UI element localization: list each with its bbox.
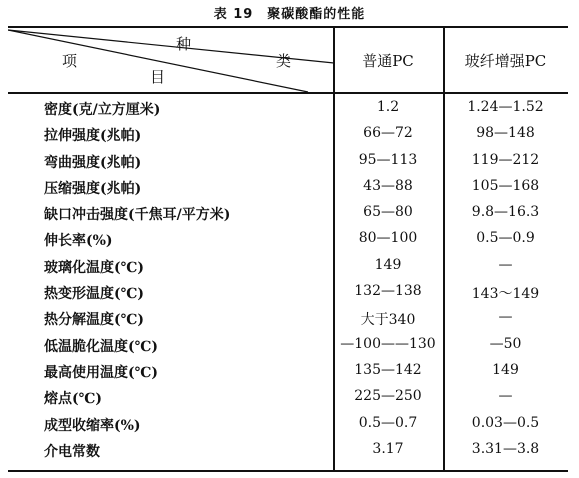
value-gf-pc: 149: [492, 361, 519, 378]
header-kind: 种: [176, 35, 192, 53]
property-table-body: [8, 96, 568, 464]
value-pc: 1.2: [376, 99, 400, 115]
value-gf-pc: 3.31—3.8: [471, 440, 540, 457]
property-name: 伸长率(%): [44, 233, 113, 250]
table-row: [8, 201, 568, 227]
property-name: 热分解温度(℃): [44, 312, 145, 329]
column-header-gf-pc: 玻纤增强PC: [464, 52, 547, 70]
header-mu: 目: [150, 68, 166, 86]
value-gf-pc: 119—212: [471, 151, 540, 168]
table-row: [8, 227, 568, 253]
table-row: [8, 175, 568, 201]
table-row: [8, 306, 568, 332]
value-gf-pc: 0.03—0.5: [471, 414, 540, 431]
value-gf-pc: —: [498, 256, 513, 273]
value-pc: 135—142: [354, 361, 422, 378]
value-pc: 80—100: [358, 230, 418, 247]
value-pc: 大于340: [360, 312, 416, 329]
property-name: 熔点(℃): [44, 391, 103, 408]
property-name: 缺口冲击强度(千焦耳/平方米): [44, 207, 231, 224]
table-row: [8, 122, 568, 148]
property-name: 压缩强度(兆帕): [44, 180, 142, 197]
value-gf-pc: 143～149: [471, 286, 540, 303]
property-name: 最高使用温度(℃): [44, 364, 159, 381]
property-name: 密度(克/立方厘米): [44, 102, 161, 118]
table-row: [8, 333, 568, 359]
property-name: 拉伸强度(兆帕): [44, 128, 142, 145]
value-pc: 0.5—0.7: [358, 414, 418, 431]
table-row: [8, 149, 568, 175]
value-pc: 132—138: [354, 283, 422, 300]
property-name: 介电常数: [44, 443, 100, 460]
value-pc: 149: [374, 256, 402, 273]
property-name: 玻璃化温度(℃): [44, 259, 145, 276]
header-category: 类: [276, 52, 292, 70]
value-pc: —100——130: [340, 335, 436, 352]
table-row: [8, 280, 568, 306]
table-title: 表 19 聚碳酸酯的性能: [213, 7, 366, 22]
value-gf-pc: 0.5—0.9: [476, 230, 535, 247]
value-gf-pc: —: [498, 309, 513, 326]
table-row: [8, 254, 568, 280]
table-row: [8, 359, 568, 385]
value-gf-pc: —50: [489, 335, 522, 352]
table-row: [8, 412, 568, 438]
value-gf-pc: 1.24—1.52: [467, 99, 544, 115]
value-pc: 66—72: [363, 125, 413, 142]
property-name: 低温脆化温度(℃): [44, 338, 159, 355]
column-header-pc: 普通PC: [362, 52, 414, 70]
value-gf-pc: 105—168: [471, 177, 540, 194]
header-item: 项: [62, 52, 78, 70]
property-name: 成型收缩率(%): [44, 417, 141, 434]
value-pc: 3.17: [372, 440, 404, 457]
value-pc: 225—250: [354, 388, 422, 405]
table-row: [8, 96, 568, 122]
value-pc: 95—113: [358, 151, 418, 168]
table-row: [8, 438, 568, 464]
table-row: [8, 385, 568, 411]
value-pc: 65—80: [363, 204, 413, 221]
value-gf-pc: —: [498, 388, 513, 405]
bottom-rule: [8, 470, 568, 472]
property-name: 弯曲强度(兆帕): [44, 154, 142, 171]
value-gf-pc: 98—148: [476, 125, 535, 142]
property-name: 热变形温度(℃): [44, 286, 145, 303]
value-pc: 43—88: [363, 177, 413, 194]
value-gf-pc: 9.8—16.3: [471, 204, 540, 221]
